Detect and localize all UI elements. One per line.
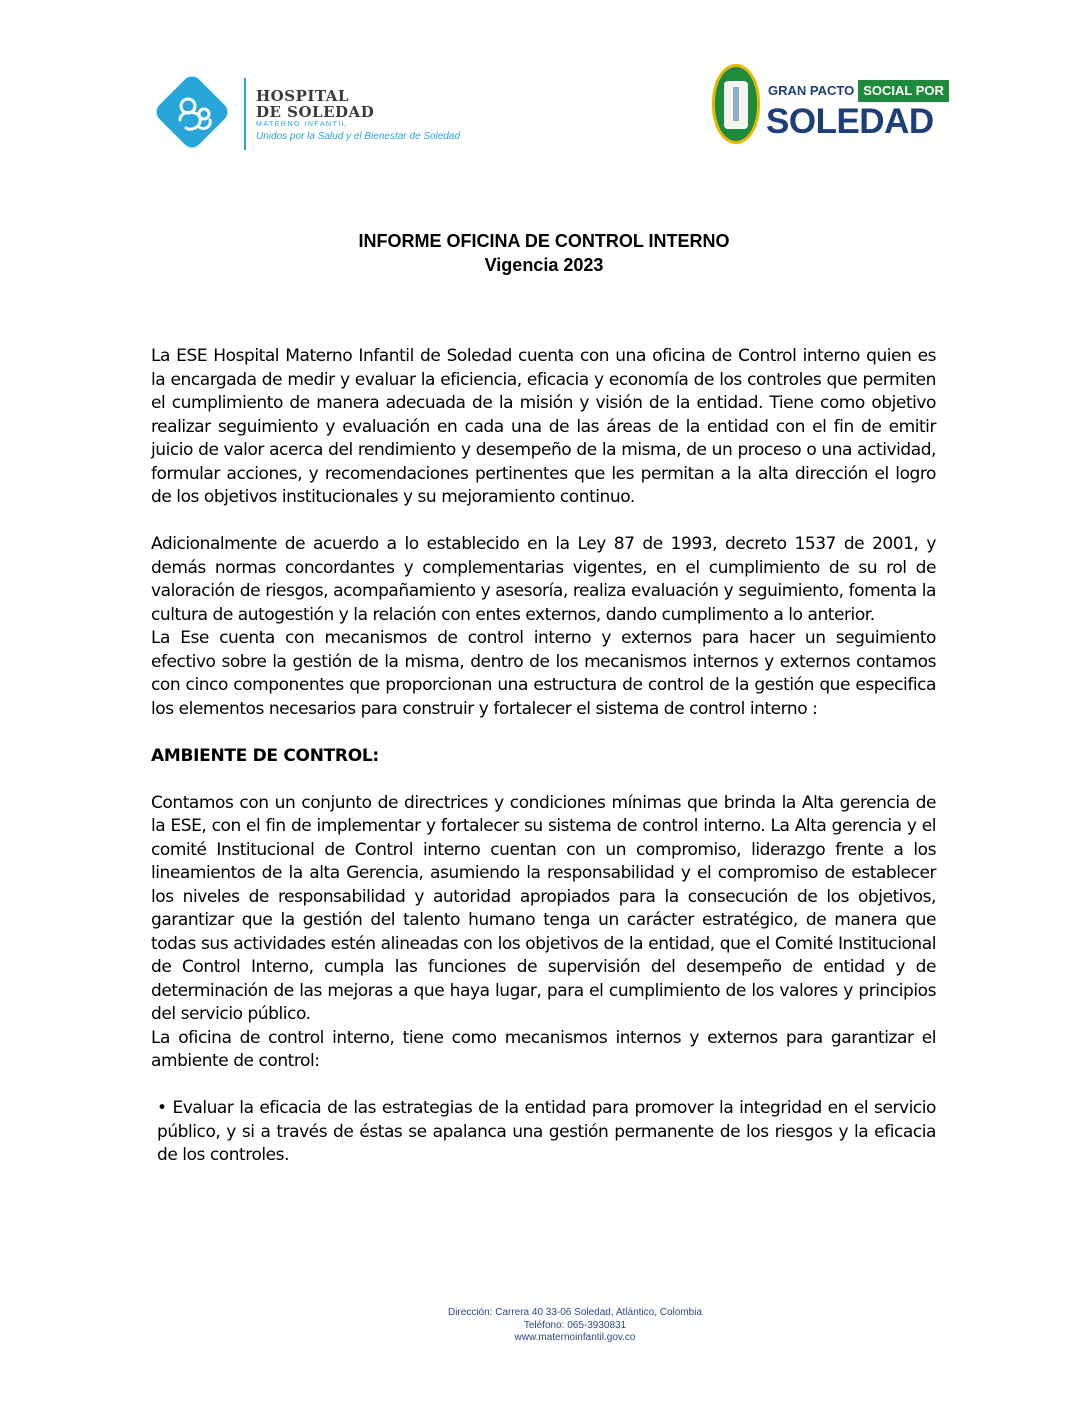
hospital-mother-child-icon xyxy=(158,80,230,150)
footer-phone: Teléfono: 065-3930831 xyxy=(523,1319,627,1331)
brand-top-line xyxy=(768,80,949,102)
soledad-logo xyxy=(712,64,944,145)
paragraph-ambiente-control: Contamos con un conjunto de directrices y condiciones mínimas que brinda la Alta gerencia de la ESE, con el fin de implementar y fortalecer su sistema de control interno. La Alta gerencia y el comité Institucional de Control interno cuentan con un compromiso, liderazgo frente a los lineamientos de la alta Gerencia, asumiendo la responsabilidad y el compromiso de establecer los niveles de responsabilidad y autoridad apropiados para la consecución de los objetivos, garantizar que la gestión del talento humano tenga un carácter estratégico, de manera que todas sus actividades estén alineadas con los objetivos de la entidad, que el Comité Institucional de Control Interno, cumpla las funciones de supervisión del desempeño de entidad y de determinación de las mejoras a que haya lugar, para el cumplimiento de los valores y principios del servicio público. xyxy=(151,792,936,1024)
footer-website: www.maternoinfantil.gov.co xyxy=(514,1332,636,1343)
section-heading-ambiente-control: AMBIENTE DE CONTROL: xyxy=(151,745,379,766)
brand-soledad: SOLEDAD xyxy=(766,102,934,141)
document-subtitle: Vigencia 2023 xyxy=(484,255,604,275)
hospital-tagline: Unidos por la Salud y el Bienestar de Soledad xyxy=(256,131,461,142)
hospital-subtitle: MATERNO INFANTIL xyxy=(256,121,348,128)
paragraph-legal-basis: Adicionalmente de acuerdo a lo establecido en la Ley 87 de 1993, decreto 1537 de 2001, y demás normas concordantes y complementarias vigentes, en el cumplimiento de su rol de valoración de riesgos, acompañamiento y asesoría, realiza evaluación y seguimiento, fomenta la cultura de autogestión y la relación con entes externos, dando cumplimento a lo anterior. xyxy=(151,534,936,625)
paragraph-mechanisms: La Ese cuenta con mecanismos de control interno y externos para hacer un seguimiento efectivo sobre la gestión de la misma, dentro de los mecanismos internos y externos contamos con cinco componentes que proporcionan una estructura de control de la gestión que especifica los elementos necesarios para construir y fortalecer el sistema de control interno : xyxy=(151,628,936,719)
page-footer xyxy=(0,1307,1088,1345)
document-body xyxy=(151,345,936,1168)
hospital-logo xyxy=(156,76,461,152)
bullet-item-eficacia: • Evaluar la eficacia de las estrategias de la entidad para promover la integridad en el servicio público, y si a través de éstas se apalanca una gestión permanente de los riesgos y la eficacia de los controles. xyxy=(157,1098,936,1165)
document-title: INFORME OFICINA DE CONTROL INTERNO xyxy=(358,231,730,251)
footer-address: Dirección: Carrera 40 33-06 Soledad, Atlántico, Colombia xyxy=(447,1307,703,1318)
brand-social-por: SOCIAL POR xyxy=(858,80,949,102)
hospital-name xyxy=(256,88,374,120)
brand-gran-pacto: GRAN PACTO xyxy=(768,80,858,102)
municipal-seal-icon xyxy=(712,64,760,144)
seal-tower-icon xyxy=(733,87,739,121)
paragraph-oficina-mecanismos: La oficina de control interno, tiene como mecanismos internos y externos para garantizar el ambiente de control: xyxy=(151,1027,936,1071)
logo-divider xyxy=(244,78,246,150)
hospital-name-line1: HOSPITAL xyxy=(256,87,349,105)
hospital-name-line2: DE SOLEDAD xyxy=(256,103,375,121)
paragraph-intro: La ESE Hospital Materno Infantil de Soledad cuenta con una oficina de Control interno quien es la encargada de medir y evaluar la eficiencia, eficacia y economía de los controles que permiten el cumplimiento de manera adecuada de la misión y visión de la entidad. Tiene como objetivo realizar seguimiento y evaluación en cada una de las áreas de la entidad con el fin de emitir juicio de valor acerca del rendimiento y desempeño de la misma, de un proceso o una actividad, formular acciones, y recomendaciones pertinentes que les permitan a la alta dirección el logro de los objetivos institucionales y su mejoramiento continuo. xyxy=(151,346,936,507)
